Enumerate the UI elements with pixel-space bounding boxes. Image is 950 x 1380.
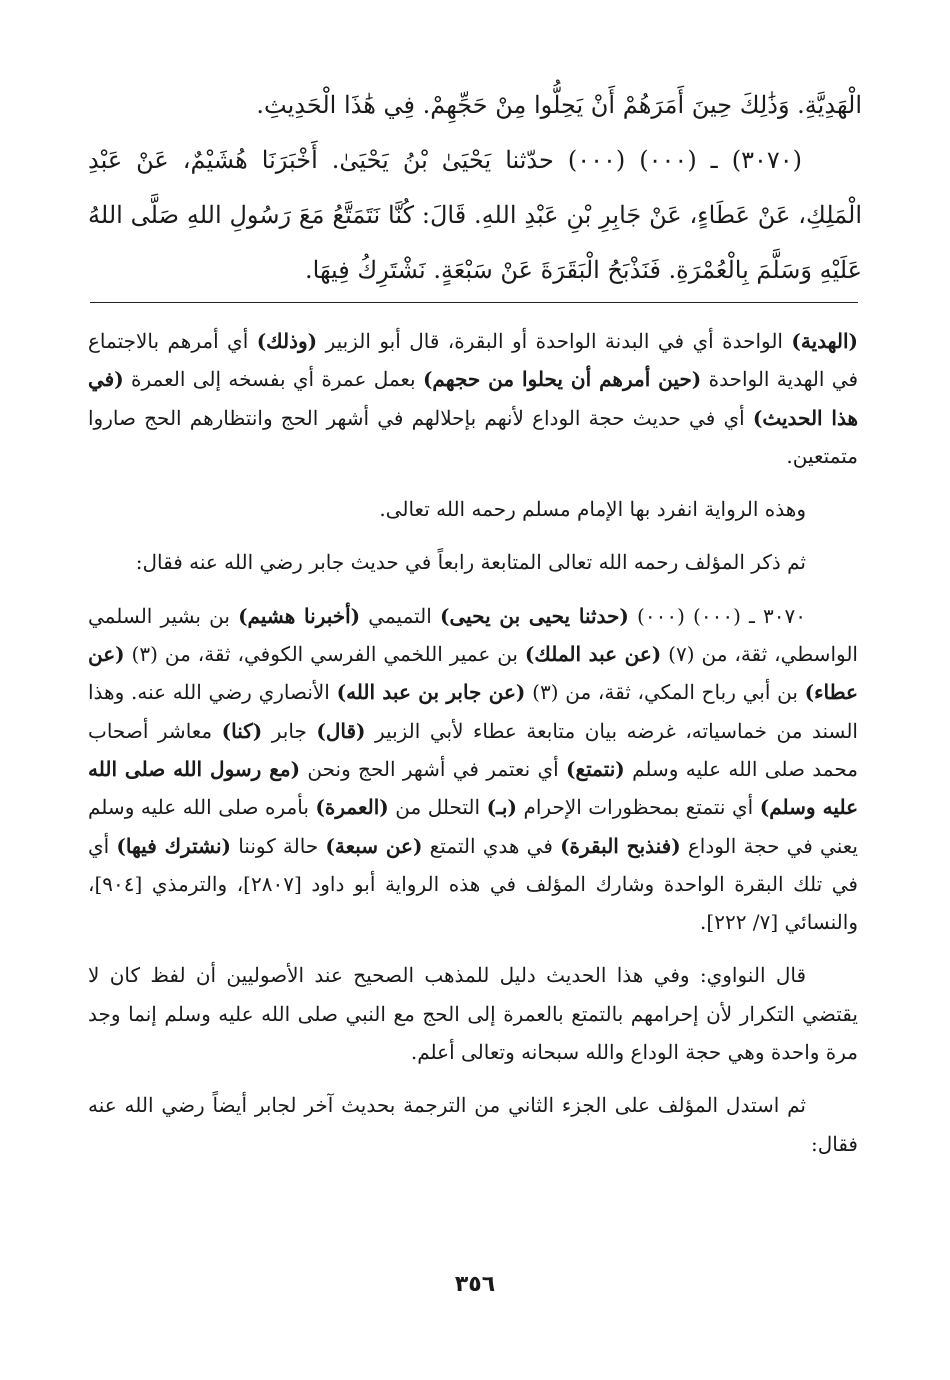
bold-quote-segment: (أخبرنا هشيم) <box>238 603 361 628</box>
text-segment: جابر <box>262 718 317 743</box>
bold-quote-segment: (في هذا الحديث) <box>88 367 858 430</box>
text-segment: أي نعتمر في أشهر الحج ونحن <box>300 756 566 781</box>
text-segment: بن عمير اللخمي الفرسي الكوفي، ثقة، من (٣) <box>124 642 525 667</box>
text-segment: الأنصاري رضي الله عنه. وهذا السند من خماسياته، غرضه بيان متابعة عطاء لأبي الزبير <box>88 680 858 743</box>
text-segment: أي في حديث حجة الوداع لأنهم بإحلالهم في أشهر الحج وانتظارهم الحج صاروا متمتعين. <box>88 405 858 468</box>
hadith-text-block <box>88 78 862 298</box>
text-segment: أي في تلك البقرة الواحدة وشارك المؤلف في هذه الرواية أبو داود [٢٨٠٧]، والترمذي [٩٠٤]، والنسائي [٧/ ٢٢٢]. <box>88 833 858 935</box>
text-segment: الواحدة أي في البدنة الواحدة أو البقرة، قال أبو الزبير <box>317 329 792 353</box>
text-segment: التحلل من <box>388 795 487 820</box>
bold-quote-segment: (كنا) <box>221 718 263 743</box>
text-segment: في هدي التمتع <box>422 833 561 858</box>
commentary-block <box>88 322 858 1178</box>
text-segment: أي نتمتع بمحظورات الإحرام <box>516 795 760 820</box>
text-segment: التميمي <box>360 603 440 628</box>
commentary-para-6: ثم استدل المؤلف على الجزء الثاني من الترجمة بحديث آخر لجابر أيضاً رضي الله عنه فقال: <box>88 1093 858 1156</box>
bold-quote-segment: (العمرة) <box>315 795 389 820</box>
commentary-para-4 <box>88 597 858 942</box>
bold-quote-segment: (حين أمرهم أن يحلوا من حجهم) <box>422 367 702 392</box>
text-segment: بن بشير السلمي الواسطي، ثقة، من (٧) <box>88 603 858 667</box>
commentary-para-1 <box>88 322 858 475</box>
text-segment: بعمل عمرة أي بفسخه إلى العمرة <box>123 367 423 392</box>
bold-quote-segment: (الهدية) <box>791 329 859 353</box>
commentary-para-5: قال النواوي: وفي هذا الحديث دليل للمذهب الصحيح عند الأصوليين أن لفظ كان لا يقتضي التكرار لأن إحرامهم بالتمتع بالعمرة إلى الحج مع النبي صلى الله عليه وسلم إنما وجد مرة واحدة وهي حجة الوداع والله سبحانه وتعالى أعلم. <box>88 963 858 1065</box>
bold-quote-segment: (قال) <box>316 718 366 743</box>
hadith-line-continuation: الْهَدِيَّةِ. وَذَٰلِكَ حِينَ أَمَرَهُمْ أَنْ يَحِلُّوا مِنْ حَجِّهِمْ. فِي هَٰذَا الْحَدِيثِ. <box>256 91 862 119</box>
bold-quote-segment: (نشترك فيها) <box>116 833 231 858</box>
bold-quote-segment: (فنذبح البقرة) <box>560 833 681 858</box>
bold-quote-segment: (وذلك) <box>256 329 318 353</box>
page-number: ٣٥٦ <box>454 1272 496 1297</box>
text-segment: ٣٠٧٠ ـ (٠٠٠) (٠٠٠) <box>628 603 807 628</box>
bold-quote-segment: (حدثنا يحيى بن يحيى) <box>439 603 629 628</box>
text-segment: معاشر أصحاب محمد صلى الله عليه وسلم <box>88 718 858 781</box>
bold-quote-segment: (عن عبد الملك) <box>524 642 662 667</box>
bold-quote-segment: (عن جابر بن عبد الله) <box>336 680 526 705</box>
text-segment: بأمره صلى الله عليه وسلم يعني في حجة الوداع <box>88 795 858 858</box>
text-segment: حالة كوننا <box>231 833 326 858</box>
bold-quote-segment: (عن سبعة) <box>325 833 423 858</box>
commentary-para-3: ثم ذكر المؤلف رحمه الله تعالى المتابعة رابعاً في حديث جابر رضي الله عنه فقال: <box>135 550 806 575</box>
bold-quote-segment: (عن عطاء) <box>88 642 858 705</box>
separator-line <box>90 302 858 303</box>
bold-quote-segment: (بـ) <box>486 795 517 820</box>
bold-quote-segment: (مع رسول الله صلى الله عليه وسلم) <box>88 756 858 820</box>
text-segment: بن أبي رباح المكي، ثقة، من (٣) <box>525 680 805 705</box>
text-segment: أي أمرهم بالاجتماع في الهدية الواحدة <box>88 329 859 392</box>
bold-quote-segment: (نتمتع) <box>566 756 625 781</box>
hadith-3070: (٣٠٧٠) ـ (٠٠٠) (٠٠٠) حدّثنا يَحْيَىٰ بْنُ يَحْيَىٰ. أَخْبَرَنَا هُشَيْمٌ، عَنْ عَبْدِ الْمَلِكِ، عَنْ عَطَاءٍ، عَنْ جَابِرِ بْنِ عَبْدِ اللهِ. قَالَ: كُنَّا نَتَمَتَّعُ مَعَ رَسُولِ اللهِ صَلَّى اللهُ عَلَيْهِ وَسَلَّمَ بِالْعُمْرَةِ. فَنَذْبَحُ الْبَقَرَةَ عَنْ سَبْعَةٍ. نَشْتَرِكُ فِيهَا. <box>88 146 862 284</box>
commentary-para-2: وهذه الرواية انفرد بها الإمام مسلم رحمه الله تعالى. <box>379 497 806 522</box>
